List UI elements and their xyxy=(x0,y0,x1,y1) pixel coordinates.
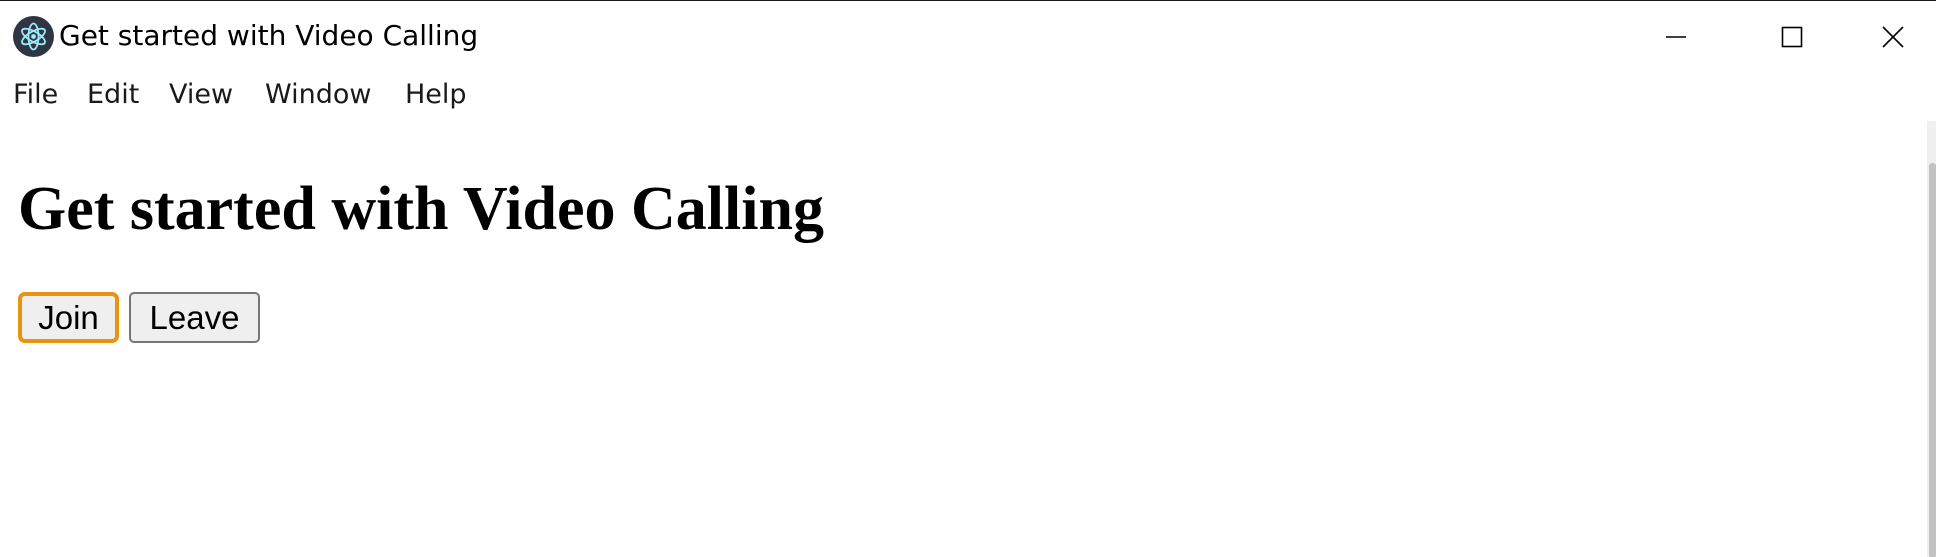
leave-button[interactable]: Leave xyxy=(129,292,260,343)
maximize-icon xyxy=(1781,26,1803,48)
page-title: Get started with Video Calling xyxy=(18,175,824,243)
join-button[interactable]: Join xyxy=(18,292,119,343)
close-icon xyxy=(1882,26,1904,48)
vertical-scrollbar[interactable] xyxy=(1927,121,1936,557)
menu-window[interactable]: Window xyxy=(265,79,372,110)
electron-atom-icon xyxy=(13,16,54,57)
maximize-button[interactable] xyxy=(1734,1,1850,73)
close-button[interactable] xyxy=(1850,1,1936,73)
minimize-button[interactable] xyxy=(1618,1,1734,73)
menu-help[interactable]: Help xyxy=(405,79,467,110)
menu-file[interactable]: File xyxy=(13,79,59,110)
scrollbar-thumb[interactable] xyxy=(1929,163,1936,557)
menu-edit[interactable]: Edit xyxy=(87,79,140,110)
minimize-icon xyxy=(1665,26,1687,48)
window-title: Get started with Video Calling xyxy=(59,19,479,52)
menu-view[interactable]: View xyxy=(169,79,234,110)
title-bar[interactable] xyxy=(0,1,1936,73)
menu-bar xyxy=(0,73,1936,121)
page-content xyxy=(0,121,1936,557)
